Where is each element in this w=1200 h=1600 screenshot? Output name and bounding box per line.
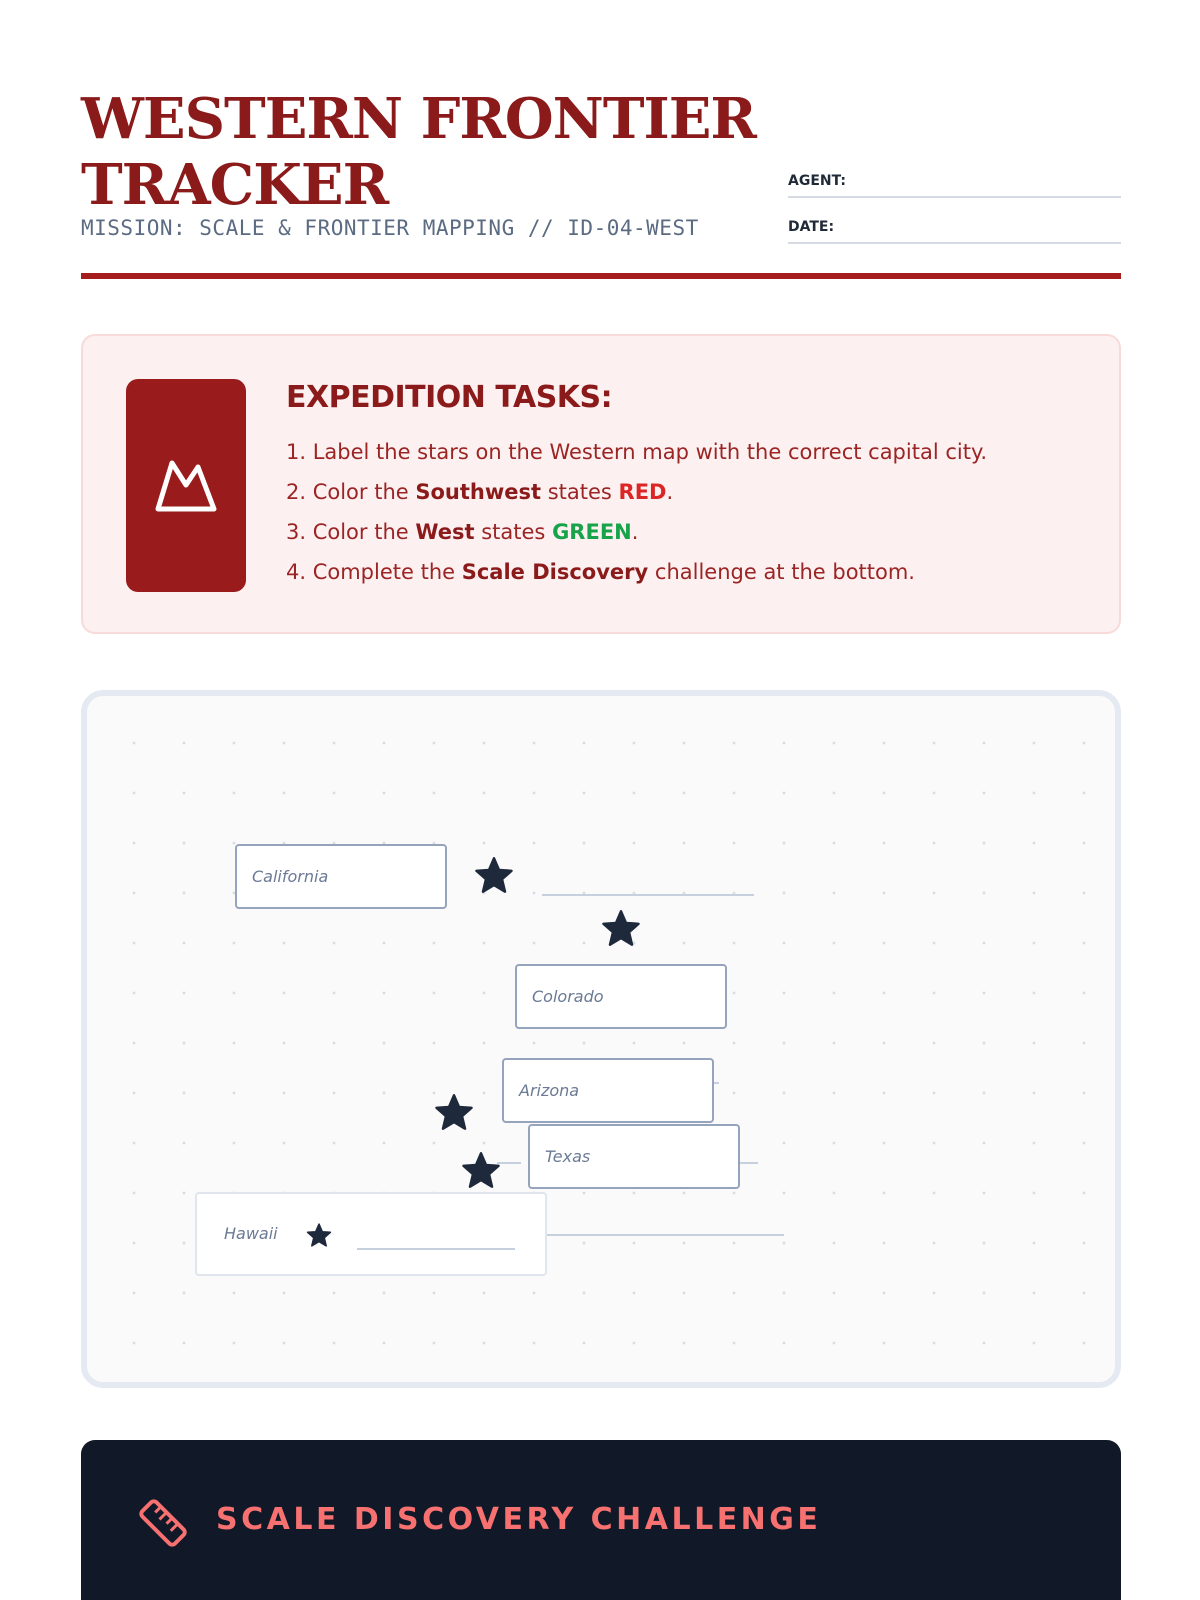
state-label-arizona[interactable]: Arizona: [502, 1058, 714, 1123]
agent-label: AGENT:: [788, 173, 846, 189]
mountain-icon: [154, 455, 218, 515]
state-label-california[interactable]: California: [235, 844, 447, 909]
star-icon[interactable]: [434, 1092, 474, 1132]
hawaii-inset: [195, 1192, 547, 1276]
tasks-icon-tile: [126, 379, 246, 592]
task-list: [286, 432, 987, 592]
date-field[interactable]: [788, 220, 1121, 244]
scale-challenge-panel: [81, 1440, 1121, 1600]
expedition-tasks-panel: [81, 334, 1121, 634]
state-label-colorado[interactable]: Colorado: [515, 964, 727, 1029]
challenge-title: SCALE DISCOVERY CHALLENGE: [216, 1502, 822, 1537]
mission-subtitle: MISSION: SCALE & FRONTIER MAPPING // ID-04-WEST: [81, 216, 699, 240]
task-item: 4. Complete the Scale Discovery challenge at the bottom.: [286, 560, 915, 584]
state-label-texas[interactable]: Texas: [528, 1124, 740, 1189]
agent-field[interactable]: [788, 174, 1121, 198]
task-item: 2. Color the Southwest states RED.: [286, 480, 674, 504]
date-label: DATE:: [788, 219, 835, 235]
state-label-hawaii: Hawaii: [224, 1224, 278, 1243]
header-divider: [81, 273, 1121, 279]
western-map: [81, 690, 1121, 1388]
page-title: WESTERN FRONTIER TRACKER: [81, 86, 756, 218]
star-icon[interactable]: [306, 1222, 332, 1248]
star-icon[interactable]: [461, 1150, 501, 1190]
task-item: 3. Color the West states GREEN.: [286, 520, 639, 544]
ruler-icon: [136, 1496, 190, 1550]
star-icon[interactable]: [601, 908, 641, 948]
task-item: 1. Label the stars on the Western map with the correct capital city.: [286, 440, 988, 464]
answer-line: [542, 894, 754, 896]
star-icon[interactable]: [474, 855, 514, 895]
answer-line: [542, 1234, 784, 1236]
tasks-heading: EXPEDITION TASKS:: [286, 380, 613, 415]
answer-line: [357, 1248, 515, 1250]
